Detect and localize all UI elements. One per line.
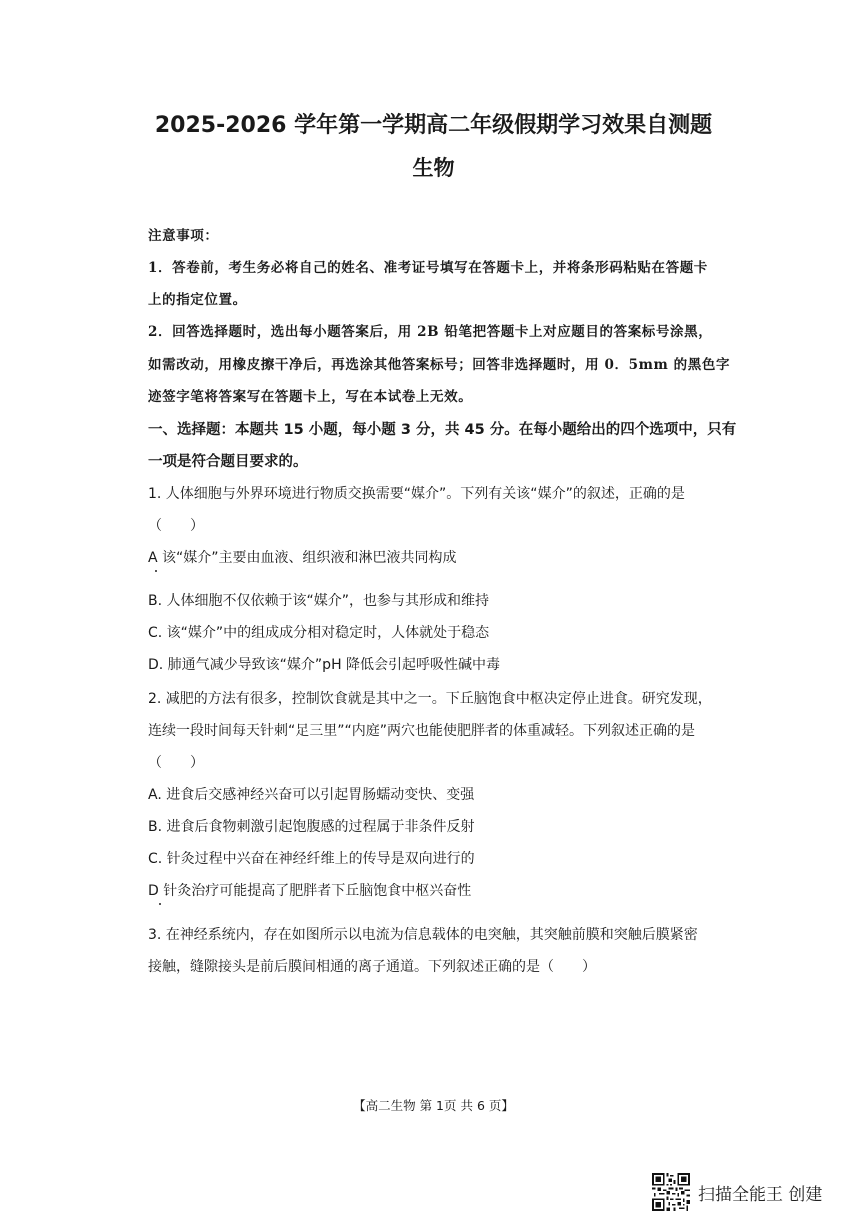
scanner-watermark-text: 扫描全能王 创建 bbox=[698, 1184, 823, 1205]
option-dot-mark bbox=[159, 903, 161, 905]
question-1-option-d: D. 肺通气减少导致该“媒介”pH 降低会引起呼吸性碱中毒 bbox=[148, 657, 501, 673]
question-2-option-c: C. 针灸过程中兴奋在神经纤维上的传导是双向进行的 bbox=[148, 851, 475, 867]
page-footer: 【高二生物 第 1页 共 6 页】 bbox=[353, 1098, 514, 1113]
qr-code-icon bbox=[652, 1173, 690, 1211]
section-1-instructions-line-1: 一、选择题：本题共 15 小题，每小题 3 分，共 45 分。在每小题给出的四个选项中，只有 bbox=[148, 422, 737, 438]
question-1-stem: 1. 人体细胞与外界环境进行物质交换需要“媒介”。下列有关该“媒介”的叙述，正确的是 bbox=[148, 486, 685, 502]
question-2-option-a: A. 进食后交感神经兴奋可以引起胃肠蠕动变快、变强 bbox=[148, 787, 475, 803]
subject-title: 生物 bbox=[412, 156, 455, 180]
notice-item-2-line-3: 迹签字笔将答案写在答题卡上，写在本试卷上无效。 bbox=[148, 389, 473, 405]
scanner-watermark bbox=[652, 1172, 822, 1212]
notice-item-1-line-2: 上的指定位置。 bbox=[148, 292, 247, 308]
page-title: 2025-2026 学年第一学期高二年级假期学习效果自测题 bbox=[154, 113, 713, 138]
section-1-instructions-line-2: 一项是符合题目要求的。 bbox=[148, 454, 308, 470]
question-3-stem-line-2: 接触，缝隙接头是前后膜间相通的离子通道。下列叙述正确的是（ ） bbox=[148, 959, 596, 975]
question-1-option-b: B. 人体细胞不仅依赖于该“媒介”，也参与其形成和维持 bbox=[148, 593, 490, 609]
question-3-stem-line-1: 3. 在神经系统内，存在如图所示以电流为信息载体的电突触，其突触前膜和突触后膜紧密 bbox=[148, 927, 698, 943]
notice-item-2-line-2: 如需改动，用橡皮擦干净后，再选涂其他答案标号；回答非选择题时，用 0．5mm 的黑色字 bbox=[148, 357, 731, 373]
question-1-answer-blank: （ ） bbox=[148, 518, 204, 534]
option-dot-mark bbox=[155, 570, 157, 572]
notice-heading: 注意事项： bbox=[148, 228, 219, 244]
notice-item-1-line-1: 1．答卷前，考生务必将自己的姓名、准考证号填写在答题卡上，并将条形码粘贴在答题卡 bbox=[148, 260, 708, 276]
question-2-stem-line-1: 2. 减肥的方法有很多，控制饮食就是其中之一。下丘脑饱食中枢决定停止进食。研究发现， bbox=[148, 691, 712, 707]
question-2-option-d: D 针灸治疗可能提高了肥胖者下丘脑饱食中枢兴奋性 bbox=[148, 883, 472, 899]
notice-item-2-line-1: 2．回答选择题时，选出每小题答案后，用 2B 铅笔把答题卡上对应题目的答案标号涂黑， bbox=[148, 324, 713, 340]
question-2-answer-blank: （ ） bbox=[148, 755, 204, 771]
question-1-option-a: A 该“媒介”主要由血液、组织液和淋巴液共同构成 bbox=[148, 550, 457, 566]
question-1-option-c: C. 该“媒介”中的组成成分相对稳定时，人体就处于稳态 bbox=[148, 625, 490, 641]
question-2-stem-line-2: 连续一段时间每天针刺“足三里”“内庭”两穴也能使肥胖者的体重减轻。下列叙述正确的是 bbox=[148, 723, 696, 739]
question-2-option-b: B. 进食后食物刺激引起饱腹感的过程属于非条件反射 bbox=[148, 819, 475, 835]
